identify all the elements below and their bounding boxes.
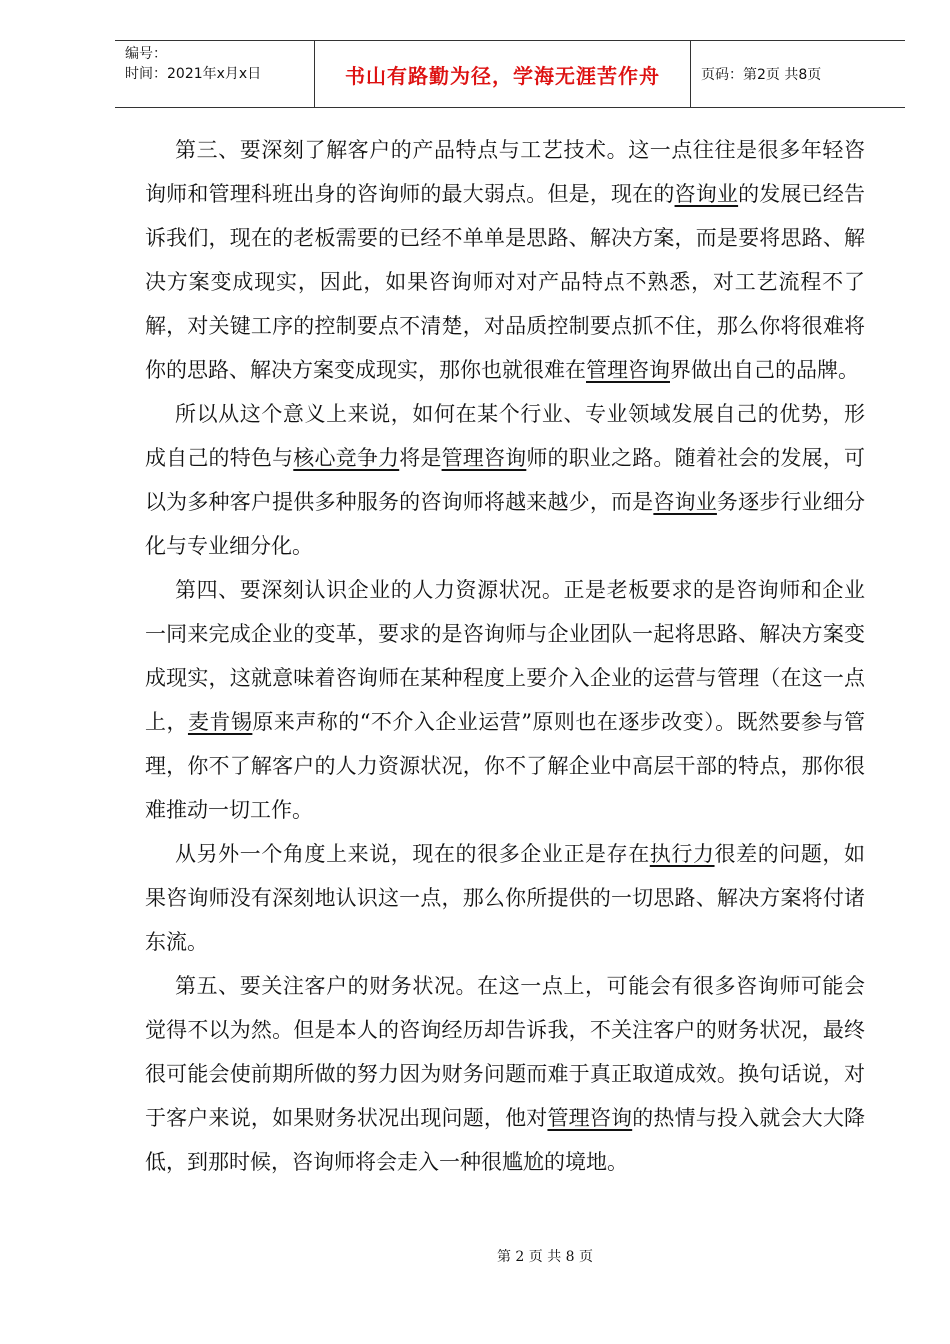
paragraph-text: 的发展已经告诉我们，现在的老板需要的已经不单单是思路、解决方案，而是要将思路、解决方案变成现实，因此，如果咨询师对对产品特点不熟悉，对工艺流程不了解，对关键工序的控制要点不清楚，对品质控制要点抓不住，那么你将很难将你的思路、解决方案变成现实，那你也就很难在 bbox=[145, 182, 866, 382]
paragraph-text: 从另外一个角度上来说，现在的很多企业正是存在 bbox=[175, 842, 650, 866]
document-body bbox=[145, 128, 865, 1184]
page-footer: 第 2 页 共 8 页 bbox=[496, 1249, 594, 1265]
document-time: 时间：2021年x月x日 bbox=[125, 66, 262, 82]
inline-link[interactable]: 麦肯锡 bbox=[187, 710, 253, 734]
paragraph-text: 界做出自己的品牌。 bbox=[670, 358, 859, 382]
paragraph-text: 将是 bbox=[399, 446, 442, 470]
page-header bbox=[115, 40, 905, 108]
inline-link[interactable]: 管理咨询 bbox=[547, 1106, 633, 1130]
inline-link[interactable]: 咨询业 bbox=[674, 182, 739, 206]
inline-link[interactable]: 咨询业 bbox=[653, 490, 717, 514]
paragraph-text: 师的职业之路。随着社会的发展，可以为多种客户提供多种服务的咨询师将越来越少，而是 bbox=[145, 446, 866, 514]
paragraph bbox=[145, 964, 865, 1184]
document-number-label: 编号： bbox=[125, 46, 167, 62]
inline-link[interactable]: 执行力 bbox=[649, 842, 715, 866]
paragraph-text: 原来声称的“不介入企业运营”原则也在逐步改变）。既然要参与管理，你不了解客户的人力资源状况，你不了解企业中高层干部的特点，那你很难推动一切工作。 bbox=[145, 710, 866, 822]
header-page-cell bbox=[691, 41, 905, 107]
paragraph-text: 很差的问题，如果咨询师没有深刻地认识这一点，那么你所提供的一切思路、解决方案将付诸东流。 bbox=[145, 842, 866, 954]
paragraph-text: 的热情与投入就会大大降低，到那时候，咨询师将会走入一种很尴尬的境地。 bbox=[145, 1106, 866, 1174]
page-info: 页码：第2页 共8页 bbox=[701, 67, 822, 83]
paragraph-text: 务逐步行业细分化与专业细分化。 bbox=[145, 490, 866, 558]
paragraph-text: 所以从这个意义上来说，如何在某个行业、专业领域发展自己的优势，形成自己的特色与 bbox=[145, 402, 865, 470]
paragraph bbox=[145, 392, 865, 568]
paragraph-text: 第五、要关注客户的财务状况。在这一点上，可能会有很多咨询师可能会觉得不以为然。但是本人的咨询经历却告诉我，不关注客户的财务状况，最终很可能会使前期所做的努力因为财务问题而难于真正取道成效。换句话说，对于客户来说，如果财务状况出现问题，他对 bbox=[145, 974, 865, 1130]
inline-link[interactable]: 核心竞争力 bbox=[293, 446, 400, 470]
header-motto-cell bbox=[315, 41, 691, 107]
paragraph-text: 第三、要深刻了解客户的产品特点与工艺技术。这一点往往是很多年轻咨询师和管理科班出身的咨询师的最大弱点。但是，现在的 bbox=[145, 138, 865, 206]
paragraph bbox=[145, 568, 865, 832]
paragraph bbox=[145, 128, 865, 392]
paragraph-text: 第四、要深刻认识企业的人力资源状况。正是老板要求的是咨询师和企业一同来完成企业的变革，要求的是咨询师与企业团队一起将思路、解决方案变成现实，这就意味着咨询师在某种程度上要介入企业的运营与管理（在这一点上， bbox=[145, 578, 865, 734]
header-meta bbox=[115, 41, 315, 107]
inline-link[interactable]: 管理咨询 bbox=[441, 446, 527, 470]
motto: 书山有路勤为径，学海无涯苦作舟 bbox=[345, 63, 660, 88]
paragraph bbox=[145, 832, 865, 964]
inline-link[interactable]: 管理咨询 bbox=[586, 358, 670, 382]
